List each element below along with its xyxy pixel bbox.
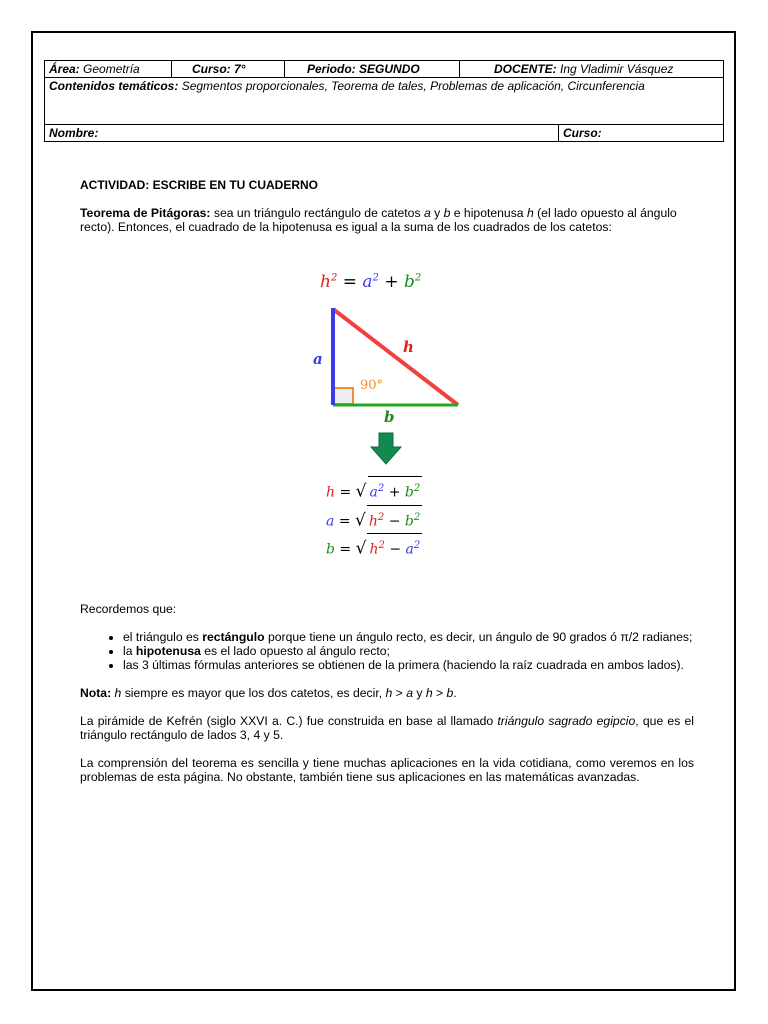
docente-cell <box>460 61 724 78</box>
formula-plus: + <box>384 272 399 292</box>
formula-row-b <box>326 533 422 562</box>
contenidos-value: Segmentos proporcionales, Teorema de tales, Problemas de aplicación, Circunferencia <box>181 79 645 93</box>
bullet-pre: el triángulo es <box>123 630 203 644</box>
label-angle: 90° <box>360 378 384 393</box>
fb-b: b <box>326 541 335 558</box>
bullet-pre: la <box>123 644 136 658</box>
fb-h: h <box>369 541 379 558</box>
nota-t3: y <box>412 686 426 700</box>
nombre-cell <box>45 125 559 142</box>
fb-sqrt <box>367 533 422 562</box>
theorem-var-a: a <box>423 206 431 220</box>
list-item <box>123 644 694 658</box>
formula-eq: = <box>342 272 357 292</box>
formula-row-h <box>326 476 422 505</box>
docente-label: DOCENTE: <box>494 62 557 76</box>
theorem-var-h: h <box>526 206 534 220</box>
nota-label: Nota: <box>80 686 112 700</box>
fh-radical: √ <box>355 481 367 502</box>
right-angle-marker <box>333 388 353 404</box>
theorem-text-1: sea un triángulo rectángulo de catetos <box>210 206 424 220</box>
fb-sq-h: 2 <box>378 540 385 552</box>
docente-value: Ing Vladimir Vásquez <box>560 62 674 76</box>
piramide-paragraph <box>80 714 694 742</box>
bullet-post: porque tiene un ángulo recto, es decir, un ángulo de 90 grados ó π/2 radianes; <box>264 630 693 644</box>
fa-radical: √ <box>355 510 366 531</box>
down-arrow-icon <box>370 432 402 466</box>
theorem-text-3: e hipotenusa <box>450 206 527 220</box>
triangle-diagram <box>300 300 470 430</box>
fa-b: b <box>404 513 414 530</box>
label-h: h <box>403 338 414 356</box>
formula-row-a <box>326 505 422 534</box>
curso-cell <box>172 61 285 78</box>
contenidos-cell <box>45 78 724 125</box>
theorem-var-b: b <box>443 206 451 220</box>
fh-h: h <box>326 484 336 501</box>
fb-minus: − <box>389 541 402 558</box>
bullet-bold: hipotenusa <box>135 644 201 658</box>
formula-a: a <box>362 272 373 292</box>
fa-sq-h: 2 <box>377 511 385 523</box>
comprension-paragraph: La comprensión del teorema es sencilla y tiene muchas aplicaciones en la vida cotidiana, como veremos en los problemas de esta página. No obstante, también tiene sus aplicaciones en las matemáticas avanzadas. <box>80 756 694 784</box>
fa-a: a <box>326 513 335 530</box>
fb-sq-a: 2 <box>413 540 421 552</box>
label-b: b <box>384 408 395 426</box>
curso-label: Curso: 7° <box>192 62 246 76</box>
theorem-title: Teorema de Pitágoras: <box>80 206 211 220</box>
nota-a: a <box>406 686 413 700</box>
nota-h3: h <box>425 686 433 700</box>
nota-b: b <box>446 686 454 700</box>
pythagoras-formula <box>320 272 421 292</box>
list-item <box>123 658 694 672</box>
header-row-2 <box>45 78 724 125</box>
bullet-list <box>80 630 694 672</box>
theorem-paragraph <box>80 206 694 234</box>
curso2-label: Curso: <box>563 126 602 140</box>
curso2-cell <box>559 125 724 142</box>
fa-sq-b: 2 <box>413 511 421 523</box>
area-label: Área: <box>49 62 80 76</box>
formula-b: b <box>403 272 415 292</box>
area-cell <box>45 61 172 78</box>
area-value: Geometría <box>83 62 140 76</box>
nota-h1: h <box>114 686 122 700</box>
nota-h2: h <box>385 686 393 700</box>
bullet-bold: rectángulo <box>202 630 265 644</box>
fa-eq: = <box>338 513 351 530</box>
bullet-post: es el lado opuesto al ángulo recto; <box>200 644 390 658</box>
header-row-1 <box>45 61 724 78</box>
label-a: a <box>313 350 323 368</box>
nombre-label: Nombre: <box>49 126 99 140</box>
header-table <box>44 60 724 142</box>
fh-eq: = <box>339 484 352 501</box>
nota-t5: . <box>453 686 457 700</box>
bullet-post: las 3 últimas fórmulas anteriores se obtienen de la primera (haciendo la raíz cuadrada en ambos lados). <box>123 658 684 672</box>
fh-plus: + <box>388 484 401 501</box>
piramide-t2: , que es el triángulo rectángulo de lados 3, 4 y 5. <box>80 714 695 742</box>
formula-sq: 2 <box>414 272 422 284</box>
activity-title: ACTIVIDAD: ESCRIBE EN TU CUADERNO <box>80 178 319 192</box>
periodo-value: SEGUNDO <box>359 62 420 76</box>
fa-sqrt <box>367 505 422 534</box>
derived-formulas <box>326 476 422 562</box>
formula-h: h <box>320 272 331 292</box>
fb-a: a <box>405 541 414 558</box>
nota-paragraph <box>80 686 694 700</box>
piramide-italic: triángulo sagrado egipcio <box>497 714 636 728</box>
contenidos-label: Contenidos temáticos: <box>49 79 179 93</box>
periodo-label: Periodo: <box>307 62 356 76</box>
periodo-cell <box>285 61 460 78</box>
fh-sqrt <box>368 476 423 505</box>
recordemos-text: Recordemos que: <box>80 602 177 616</box>
nota-t2: > <box>392 686 407 700</box>
header-row-3 <box>45 125 724 142</box>
piramide-t1: La pirámide de Kefrén (siglo XXVI a. C.) fue construida en base al llamado <box>80 714 498 728</box>
content <box>80 178 694 234</box>
theorem-text-4: (el lado opuesto al ángulo recto). Entonces, el cuadrado de la hipotenusa es igual a la suma de los cuadrados de los catetos: <box>80 206 677 234</box>
notes-section <box>80 602 694 784</box>
formula-sq: 2 <box>330 272 338 284</box>
theorem-text-2: y <box>430 206 444 220</box>
fa-h: h <box>368 513 378 530</box>
nota-t1: siempre es mayor que los dos catetos, es decir, <box>121 686 386 700</box>
list-item <box>123 630 694 644</box>
fb-radical: √ <box>355 538 367 559</box>
fh-b: b <box>404 484 414 501</box>
fh-a: a <box>369 484 378 501</box>
fh-sq-a: 2 <box>377 483 385 494</box>
fh-sq-b: 2 <box>413 483 421 494</box>
fa-minus: − <box>388 513 401 530</box>
nota-t4: > <box>432 686 447 700</box>
fb-eq: = <box>339 541 352 558</box>
formula-sq: 2 <box>372 272 379 284</box>
